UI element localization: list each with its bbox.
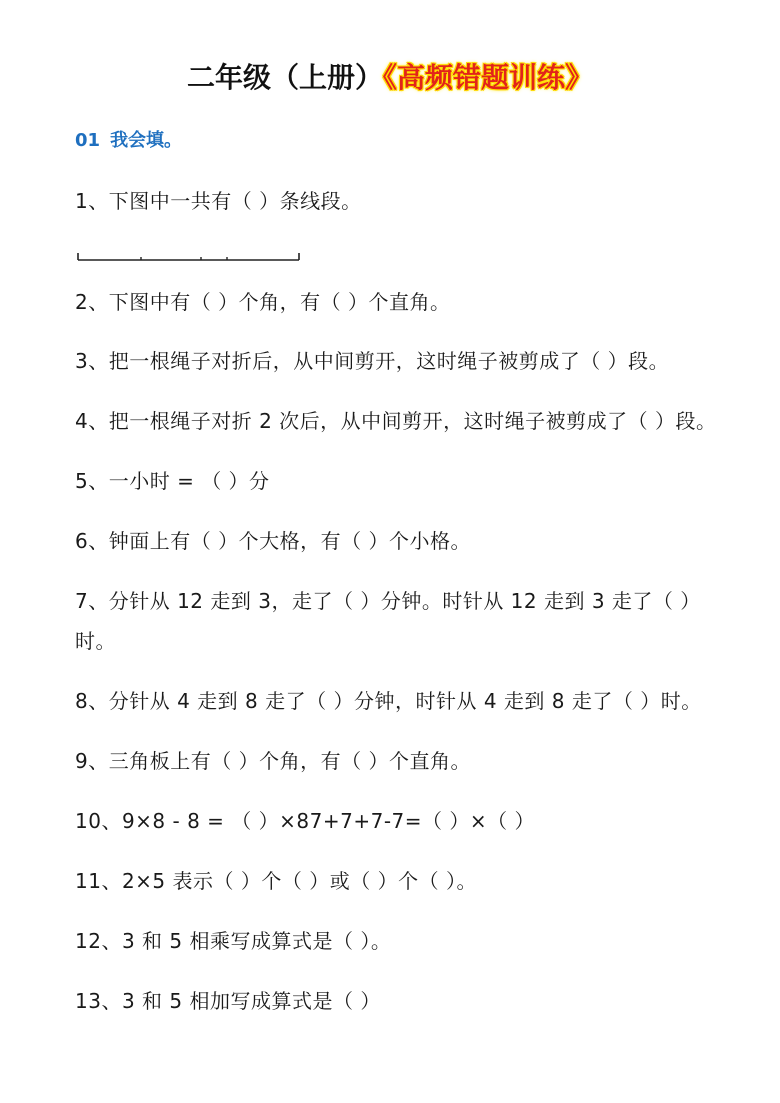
question-12: 12、3 和 5 相乘写成算式是（ ）。 <box>75 929 392 953</box>
question-9: 9、三角板上有（ ）个角，有（ ）个直角。 <box>75 749 471 773</box>
section-number: 01 <box>75 130 101 151</box>
question-4: 4、把一根绳子对折 2 次后，从中间剪开，这时绳子被剪成了（ ）段。 <box>75 409 717 433</box>
title-highlight: 《高频错题训练》 <box>383 61 594 94</box>
question-7-continuation: 时。 <box>75 629 116 653</box>
question-11: 11、2×5 表示（ ）个（ ）或（ ）个（ ）。 <box>75 869 477 893</box>
question-5: 5、一小时 = （ ）分 <box>75 469 270 493</box>
question-6: 6、钟面上有（ ）个大格，有（ ）个小格。 <box>75 529 471 553</box>
question-7: 7、分针从 12 走到 3，走了（ ）分钟。时针从 12 走到 3 走了（ ） <box>75 589 701 613</box>
question-13: 13、3 和 5 相加写成算式是（ ） <box>75 989 381 1013</box>
question-10: 10、9×8 - 8 = （ ）×87+7+7-7=（ ）×（ ） <box>75 809 535 833</box>
question-8: 8、分针从 4 走到 8 走了（ ）分钟，时针从 4 走到 8 走了（ ）时。 <box>75 689 702 713</box>
page-title <box>0 60 780 96</box>
section-label: 我会填。 <box>110 130 183 151</box>
question-3: 3、把一根绳子对折后，从中间剪开，这时绳子被剪成了（ ）段。 <box>75 349 670 373</box>
line-segment-figure <box>75 249 305 263</box>
title-main: 二年级（上册） <box>186 61 383 94</box>
question-2: 2、下图中有（ ）个角，有（ ）个直角。 <box>75 290 451 314</box>
section-heading <box>75 129 182 153</box>
question-1: 1、下图中一共有（ ）条线段。 <box>75 189 362 213</box>
